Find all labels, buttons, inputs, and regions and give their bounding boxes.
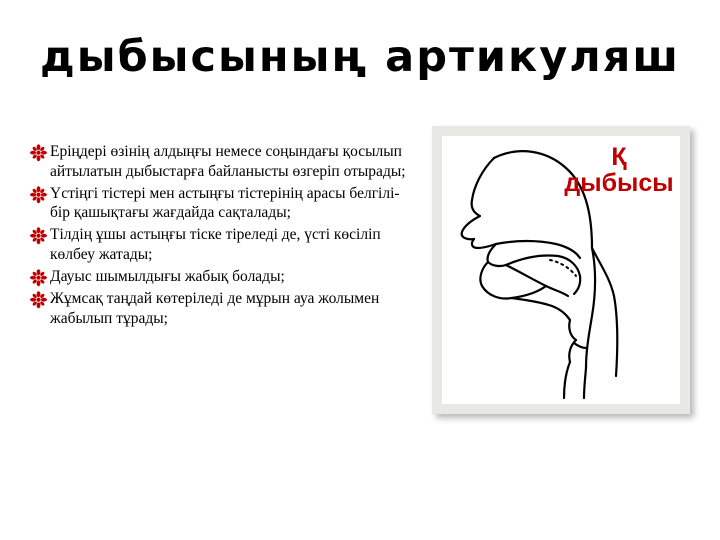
list-item-text: Үстіңгі тістері мен астыңғы тістерінің арасы белгілі-бір қашықтағы жағдайда сақталады; (50, 184, 400, 222)
list-item (30, 267, 410, 287)
illustration-frame (432, 126, 690, 414)
list-item (30, 184, 410, 224)
bullet-list (30, 142, 410, 331)
list-item-text: Жұмсақ таңдай көтеріледі де мұрын ауа жолымен жабылып тұрады; (50, 289, 380, 327)
list-item-text: Дауыс шымылдығы жабық болады; (50, 267, 285, 285)
flower-bullet-icon (30, 291, 47, 309)
list-item (30, 225, 410, 265)
flower-bullet-icon (30, 269, 47, 287)
flower-bullet-icon (30, 227, 47, 245)
page-title: дыбысының артикуляш (39, 32, 681, 82)
list-item-text: Тілдің ұшы астыңғы тіске тіреледі де, үсті көсіліп көлбеу жатады; (50, 226, 381, 264)
illustration-canvas (442, 136, 680, 404)
diagram-label: Қ дыбысы (564, 143, 674, 197)
flower-bullet-icon (30, 144, 47, 162)
list-item-text: Еріңдері өзінің алдыңғы немесе соңындағы қосылып айтылатын дыбыстарға байланысты өзгеріп отырады; (50, 143, 406, 180)
list-item (30, 142, 410, 182)
flower-bullet-icon (30, 186, 47, 204)
list-item (30, 289, 410, 329)
